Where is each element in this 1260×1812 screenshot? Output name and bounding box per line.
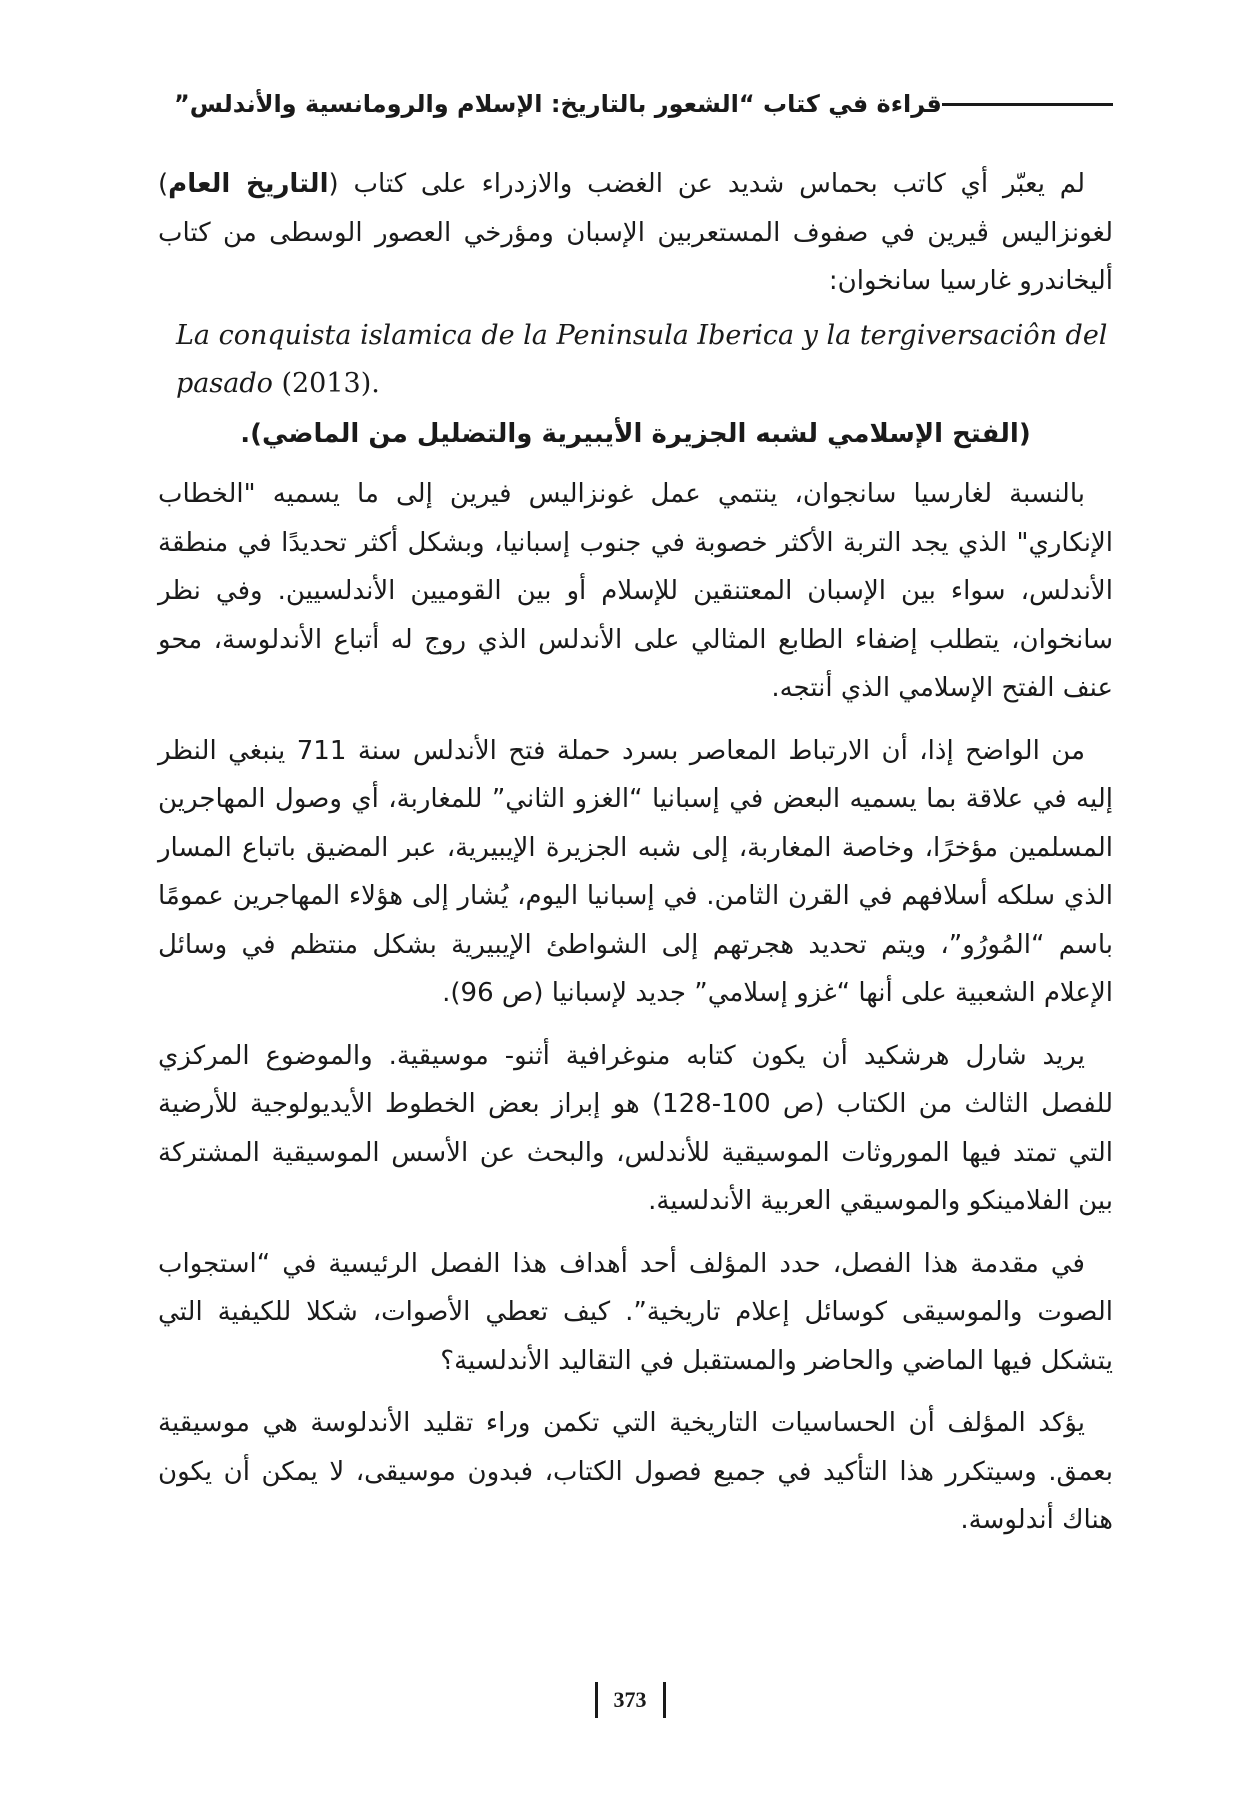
main-text — [158, 160, 1113, 1559]
folio-bar-left — [595, 1682, 598, 1718]
paragraph-4: يريد شارل هرشكيد أن يكون كتابه منوغرافية أثنو- موسيقية. والموضوع المركزي للفصل الثالث من الكتاب (ص 100-128) هو إبراز بعض الخطوط الأيديولوجية للأرضية التي تمتد فيها الموروثات الموسيقية للأندلس، والبحث عن الأسس الموسيقية المشتركة بين الفلامينكو والموسيقي العربية الأندلسية. — [158, 1040, 1113, 1216]
paragraph-5: في مقدمة هذا الفصل، حدد المؤلف أحد أهداف هذا الفصل الرئيسية في “استجواب الصوت والموسيقى كوسائل إعلام تاريخية”. كيف تعطي الأصوات، شكلا للكيفية التي يتشكل فيها الماضي والحاضر والمستقبل في التقاليد الأندلسية؟ — [158, 1248, 1113, 1376]
page-footer — [0, 1682, 1260, 1718]
paragraph-3: من الواضح إذا، أن الارتباط المعاصر بسرد حملة فتح الأندلس سنة 711 ينبغي النظر إليه في علاقة بما يسميه البعض في إسبانيا “الغزو الثاني” للمغاربة، أي وصول المهاجرين المسلمين مؤخرًا، وخاصة المغاربة، إلى شبه الجزيرة الإيبيرية، عبر المضيق باتباع المسار الذي سلكه أسلافهم في القرن الثامن. في إسبانيا اليوم، يُشار إلى هؤلاء المهاجرين عمومًا باسم “المُورُو”، ويتم تحديد هجرتهم إلى الشواطئ الإيبيرية بشكل منتظم في وسائل الإعلام الشعبية على أنها “غزو إسلامي” جديد لإسبانيا (ص 96). — [158, 735, 1113, 1008]
book-citation-title: La conquista islamica de la Peninsula Iberica y la tergiversaciôn del pasado — [176, 319, 1108, 399]
folio-bar-right — [663, 1682, 666, 1718]
running-header-title: قراءة في كتاب “الشعور بالتاريخ: الإسلام والرومانسية والأندلس” — [174, 90, 942, 118]
book-citation — [158, 312, 1113, 408]
paragraph-6: يؤكد المؤلف أن الحساسيات التاريخية التي تكمن وراء تقليد الأندلوسة هي موسيقية بعمق. وسيتكرر هذا التأكيد في جميع فصول الكتاب، فبدون موسيقى، لا يمكن أن يكون هناك أندلوسة. — [158, 1408, 1113, 1535]
paragraph-1 — [158, 160, 1113, 306]
book-title-bold: التاريخ العام — [168, 169, 329, 199]
book-citation-year: (2013). — [272, 367, 380, 399]
paragraph-1-lead: لم يعبّر أي كاتب بحماس شديد عن الغضب والازدراء على كتاب ( — [328, 169, 1085, 199]
header-rule — [942, 103, 1113, 106]
book-translation: (الفتح الإسلامي لشبه الجزيرة الأيبيرية والتضليل من الماضي). — [240, 418, 1031, 449]
folio — [595, 1682, 666, 1718]
paragraph-1-tail: ) لغونزاليس ڤيرين في صفوف المستعربين الإسبان ومؤرخي العصور الوسطى من كتاب أليخاندرو غارسيا سانخوان: — [158, 169, 1113, 296]
running-header — [160, 84, 1113, 124]
page-number: 373 — [613, 1687, 647, 1712]
paragraph-2: بالنسبة لغارسيا سانجوان، ينتمي عمل غونزاليس فيرين إلى ما يسميه "الخطاب الإنكاري" الذي يجد التربة الأكثر خصوبة في جنوب إسبانيا، وبشكل أكثر تحديدًا في منطقة الأندلس، سواء بين الإسبان المعتنقين للإسلام أو بين القوميين الأندلسيين. وفي نظر سانخوان، يتطلب إضفاء الطابع المثالي على الأندلس الذي روج له أتباع الأندلوسة، محو عنف الفتح الإسلامي الذي أنتجه. — [158, 479, 1113, 703]
